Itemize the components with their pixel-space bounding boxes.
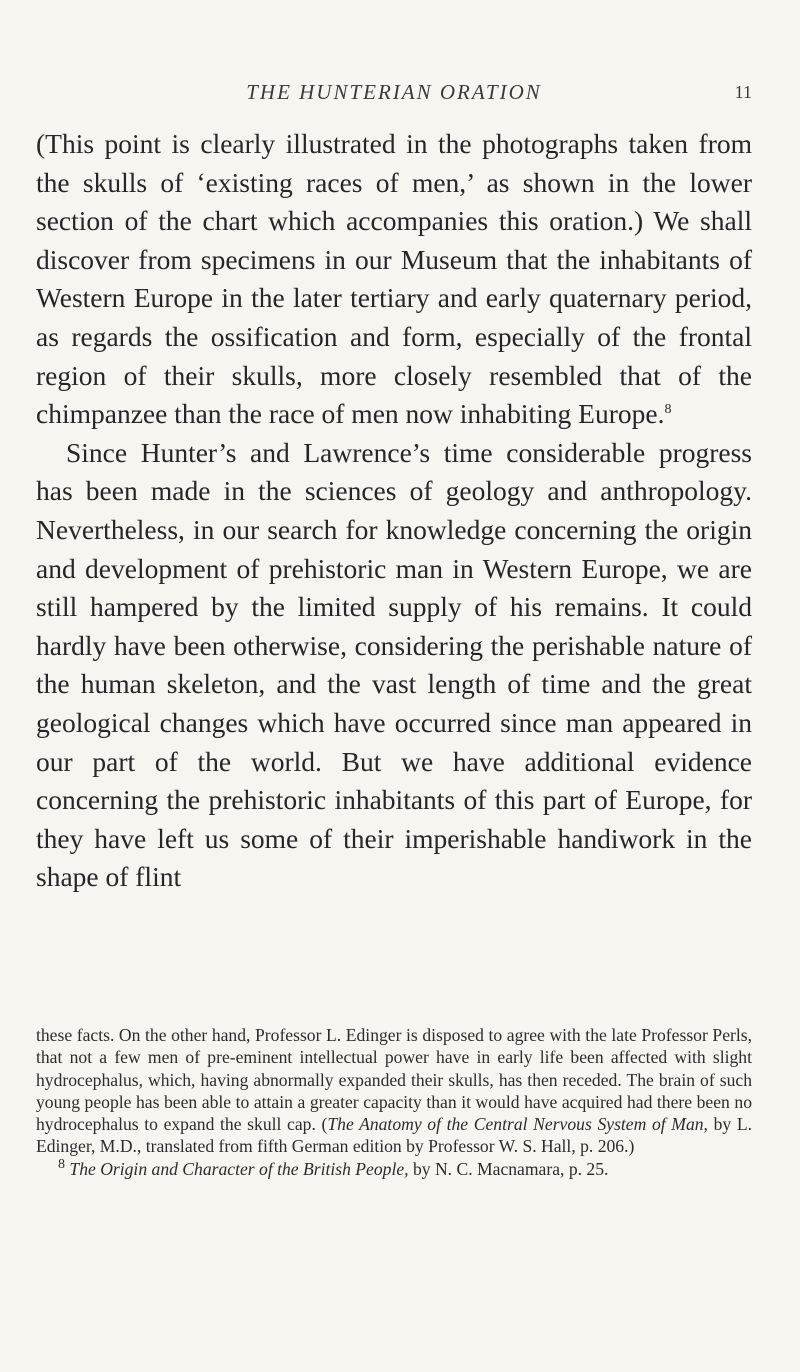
footnote-7-citation: by L. Edinger, M.D., translated from fifth German edition by Professor W. S. Hall, p. 206.) — [36, 1114, 752, 1157]
footnote-7-continued — [36, 1024, 752, 1158]
footnote-8-marker: 8 — [58, 1156, 65, 1172]
page-number: 11 — [734, 82, 752, 102]
paragraph-1-text: (This point is clearly illustrated in the photographs taken from the skulls of ‘existing races of men,’ as shown in the lower section of the chart which accompanies this oration.) We shall discover from specimens in our Museum that the inhabitants of Western Europe in the later tertiary and early quaternary period, as regards the ossification and form, especially of the frontal region of their skulls, more closely resembled that of the chimpanzee than the race of men now inhabiting Europe. — [36, 128, 752, 430]
footnote-ref-8: 8 — [664, 402, 672, 417]
footnote-8 — [36, 1158, 752, 1180]
running-title: THE HUNTERIAN ORATION — [246, 80, 542, 104]
body-text — [36, 125, 752, 897]
footnote-7-book-title: The Anatomy of the Central Nervous System of Man, — [327, 1114, 708, 1135]
footnotes — [36, 1024, 752, 1180]
running-head — [36, 80, 752, 110]
paragraph-1 — [36, 125, 752, 434]
footnote-8-citation: by N. C. Macnamara, p. 25. — [408, 1158, 609, 1179]
paragraph-2: Since Hunter’s and Lawrence’s time considerable progress has been made in the sciences of geology and anthropology. Nevertheless, in our search for knowledge concerning the origin and development of prehistoric man in Western Europe, we are still hampered by the limited supply of his remains. It could hardly have been otherwise, considering the perishable nature of the human skeleton, and the vast length of time and the great geological changes which have occurred since man appeared in our part of the world. But we have additional evidence concerning the prehistoric inhabitants of this part of Europe, for they have left us some of their imperishable handiwork in the shape of flint — [36, 436, 752, 893]
footnote-7-text: these facts. On the other hand, Professor L. Edinger is disposed to agree with the late Professor Perls, that not a few men of pre-eminent intellectual power have in early life been affected with slight hydrocephalus, which, having abnormally expanded their skulls, has then receded. The brain of such young people has been able to attain a greater capacity than it would have acquired had there been no hydrocephalus to expand the skull cap. ( — [36, 1025, 752, 1135]
footnote-8-book-title: The Origin and Character of the British People, — [69, 1158, 409, 1179]
